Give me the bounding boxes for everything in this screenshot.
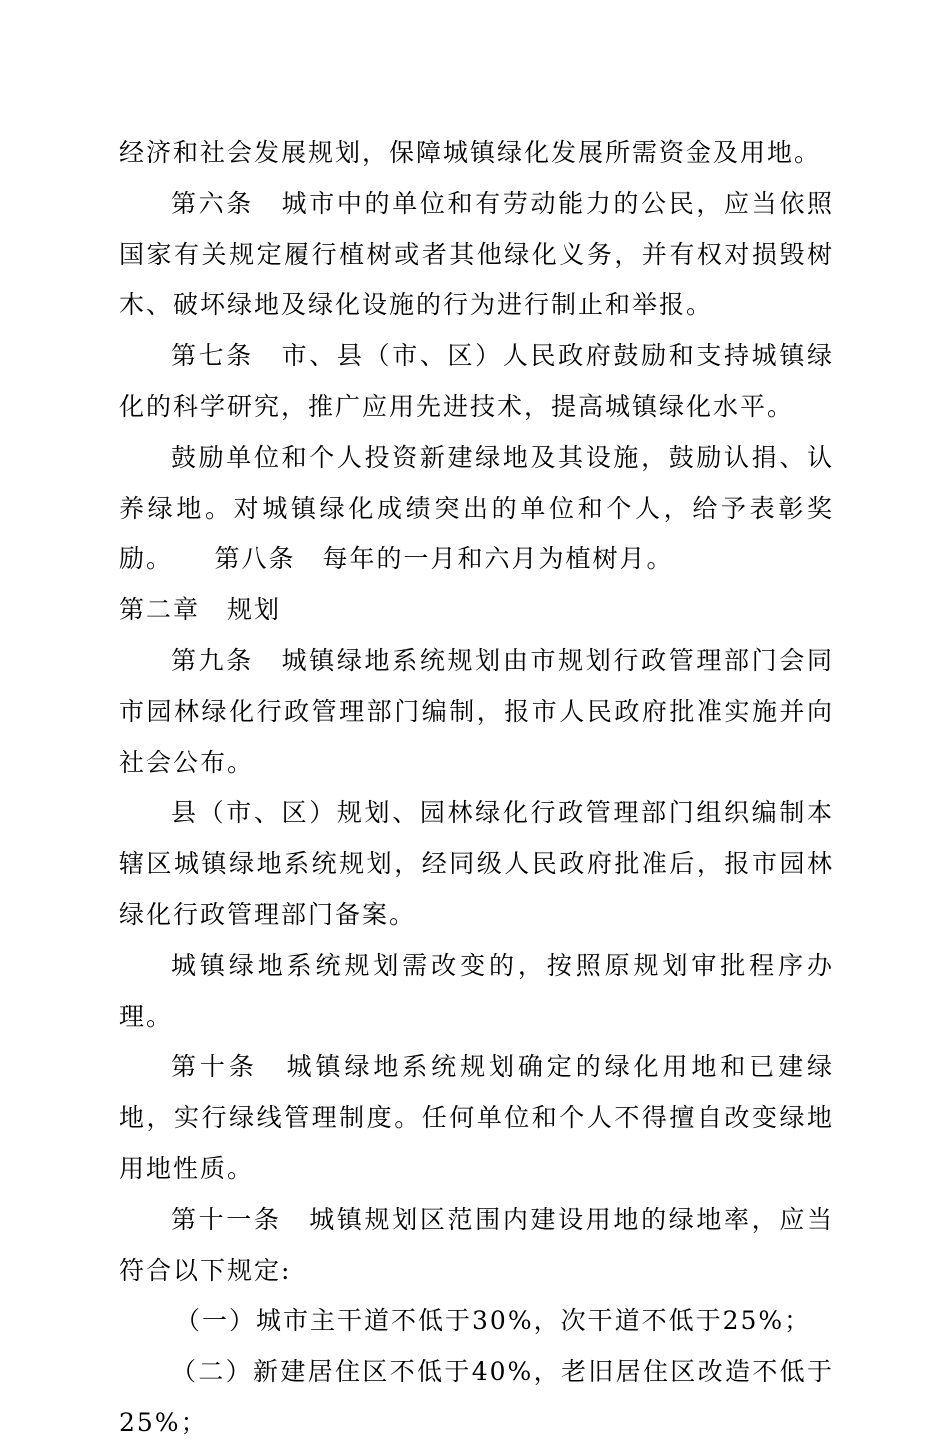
document-body	[119, 128, 834, 1449]
list-item-2: （二）新建居住区不低于40%，老旧居住区改造不低于25%；	[119, 1357, 834, 1437]
chapter-heading: 第二章 规划	[119, 595, 282, 625]
paragraph-continuation: 经济和社会发展规划，保障城镇绿化发展所需资金及用地。	[119, 138, 822, 167]
paragraph-plan-change: 城镇绿地系统规划需改变的，按照原规划审批程序办理。	[119, 950, 834, 1031]
paragraph-article-10: 第十条 城镇绿地系统规划确定的绿化用地和已建绿地，实行绿线管理制度。任何单位和个人不得擅自改变绿地用地性质。	[119, 1052, 834, 1183]
paragraph-article-9: 第九条 城镇绿地系统规划由市规划行政管理部门会同市园林绿化行政管理部门编制，报市人民政府批准实施并向社会公布。	[119, 645, 834, 777]
paragraph-article-7: 第七条 市、县（市、区）人民政府鼓励和支持城镇绿化的科学研究，推广应用先进技术，提高城镇绿化水平。	[119, 341, 834, 421]
list-item-1: （一）城市主干道不低于30%，次干道不低于25%；	[175, 1306, 812, 1336]
paragraph-encourage-investment: 鼓励单位和个人投资新建绿地及其设施，鼓励认捐、认养绿地。对城镇绿化成绩突出的单位和个人，给予表彰奖励。 第八条 每年的一月和六月为植树月。	[119, 442, 834, 574]
paragraph-article-11: 第十一条 城镇规划区范围内建设用地的绿地率，应当符合以下规定:	[119, 1204, 834, 1285]
paragraph-article-6: 第六条 城市中的单位和有劳动能力的公民，应当依照国家有关规定履行植树或者其他绿化义务，并有权对损毁树木、破坏绿地及绿化设施的行为进行制止和举报。	[119, 188, 834, 320]
paragraph-county-planning: 县（市、区）规划、园林绿化行政管理部门组织编制本辖区城镇绿地系统规划，经同级人民政府批准后，报市园林绿化行政管理部门备案。	[119, 798, 834, 929]
